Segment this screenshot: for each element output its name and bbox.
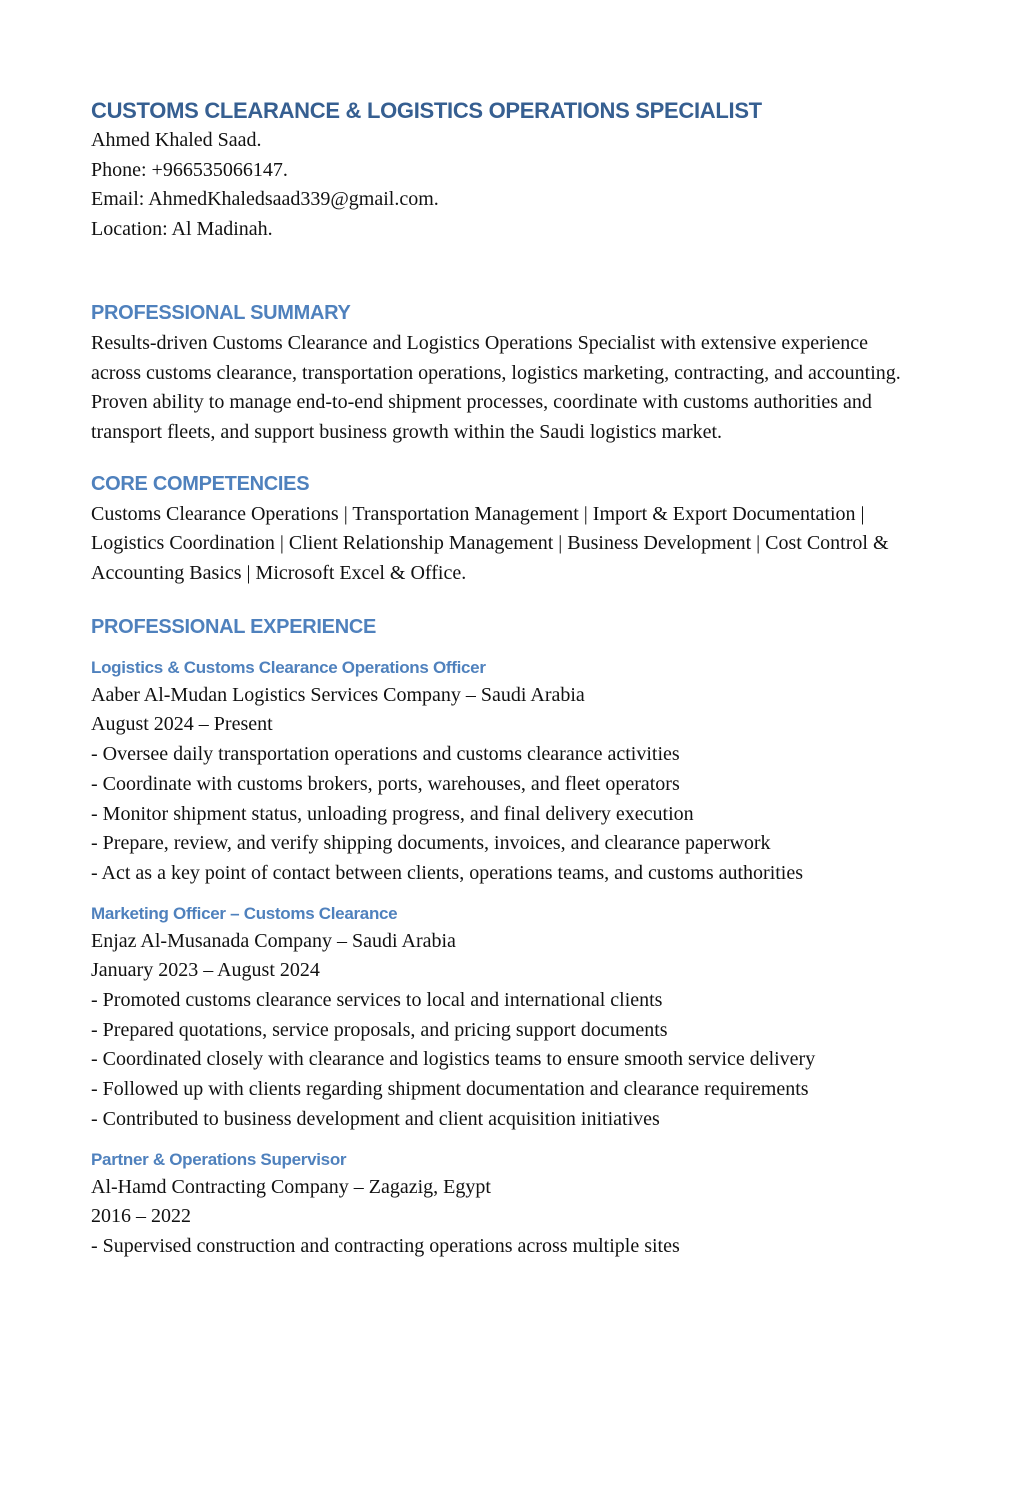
job-bullet: - Contributed to business development and client acquisition initiatives [91, 1107, 660, 1130]
job-dates: 2016 – 2022 [91, 1205, 191, 1228]
job-dates: August 2024 – Present [91, 713, 273, 736]
job-bullets [91, 1232, 971, 1262]
job-dates: January 2023 – August 2024 [91, 959, 320, 982]
job-entry [91, 655, 971, 889]
job-bullet: - Prepare, review, and verify shipping documents, invoices, and clearance paperwork [91, 832, 771, 855]
experience-heading: PROFESSIONAL EXPERIENCE [91, 615, 377, 638]
contact-email: Email: AhmedKhaledsaad339@gmail.com. [91, 188, 439, 211]
competencies-heading: CORE COMPETENCIES [91, 472, 310, 495]
job-bullet: - Supervised construction and contracting operations across multiple sites [91, 1234, 680, 1257]
contact-name: Ahmed Khaled Saad. [91, 129, 262, 151]
job-bullets [91, 740, 971, 889]
summary-heading: PROFESSIONAL SUMMARY [91, 301, 351, 324]
job-bullet: - Promoted customs clearance services to local and international clients [91, 989, 663, 1012]
job-bullet: - Act as a key point of contact between clients, operations teams, and customs authorities [91, 861, 804, 884]
job-company: Al-Hamd Contracting Company – Zagazig, Egypt [91, 1175, 491, 1198]
job-role: Partner & Operations Supervisor [91, 1149, 347, 1169]
contact-location: Location: Al Madinah. [91, 218, 273, 241]
job-bullet: - Coordinate with customs brokers, ports, warehouses, and fleet operators [91, 772, 680, 795]
contact-phone: Phone: +966535066147. [91, 158, 288, 181]
job-bullet: - Oversee daily transportation operations and customs clearance activities [91, 743, 680, 766]
job-role: Marketing Officer – Customs Clearance [91, 903, 398, 923]
job-bullet: - Followed up with clients regarding shipment documentation and clearance requirements [91, 1078, 809, 1101]
job-company: Enjaz Al-Musanada Company – Saudi Arabia [91, 929, 456, 952]
job-company: Aaber Al-Mudan Logistics Services Company – Saudi Arabia [91, 683, 585, 706]
job-bullet: - Coordinated closely with clearance and logistics teams to ensure smooth service delivery [91, 1048, 816, 1071]
resume-page [91, 96, 971, 1262]
job-bullet: - Prepared quotations, service proposals, and pricing support documents [91, 1018, 668, 1041]
job-bullet: - Monitor shipment status, unloading progress, and final delivery execution [91, 802, 694, 825]
summary-text: Results-driven Customs Clearance and Logistics Operations Specialist with extensive experience across customs clearance, transportation operations, logistics marketing, contracting, and accounting. Proven ability to manage end-to-end shipment processes, coordinate with customs authorities and transport fleets, and support business growth within the Saudi logistics market. [91, 331, 901, 443]
contact-block [91, 126, 971, 245]
competencies-text: Customs Clearance Operations | Transportation Management | Import & Export Documentation | Logistics Coordination | Client Relationship Management | Business Development | Cost Control & Accounting Basics | Microsoft Excel & Office. [91, 502, 889, 585]
job-entry [91, 901, 971, 1135]
job-entry [91, 1147, 971, 1262]
resume-title: CUSTOMS CLEARANCE & LOGISTICS OPERATIONS SPECIALIST [91, 98, 762, 123]
job-role: Logistics & Customs Clearance Operations Officer [91, 657, 486, 677]
job-bullets [91, 986, 971, 1135]
